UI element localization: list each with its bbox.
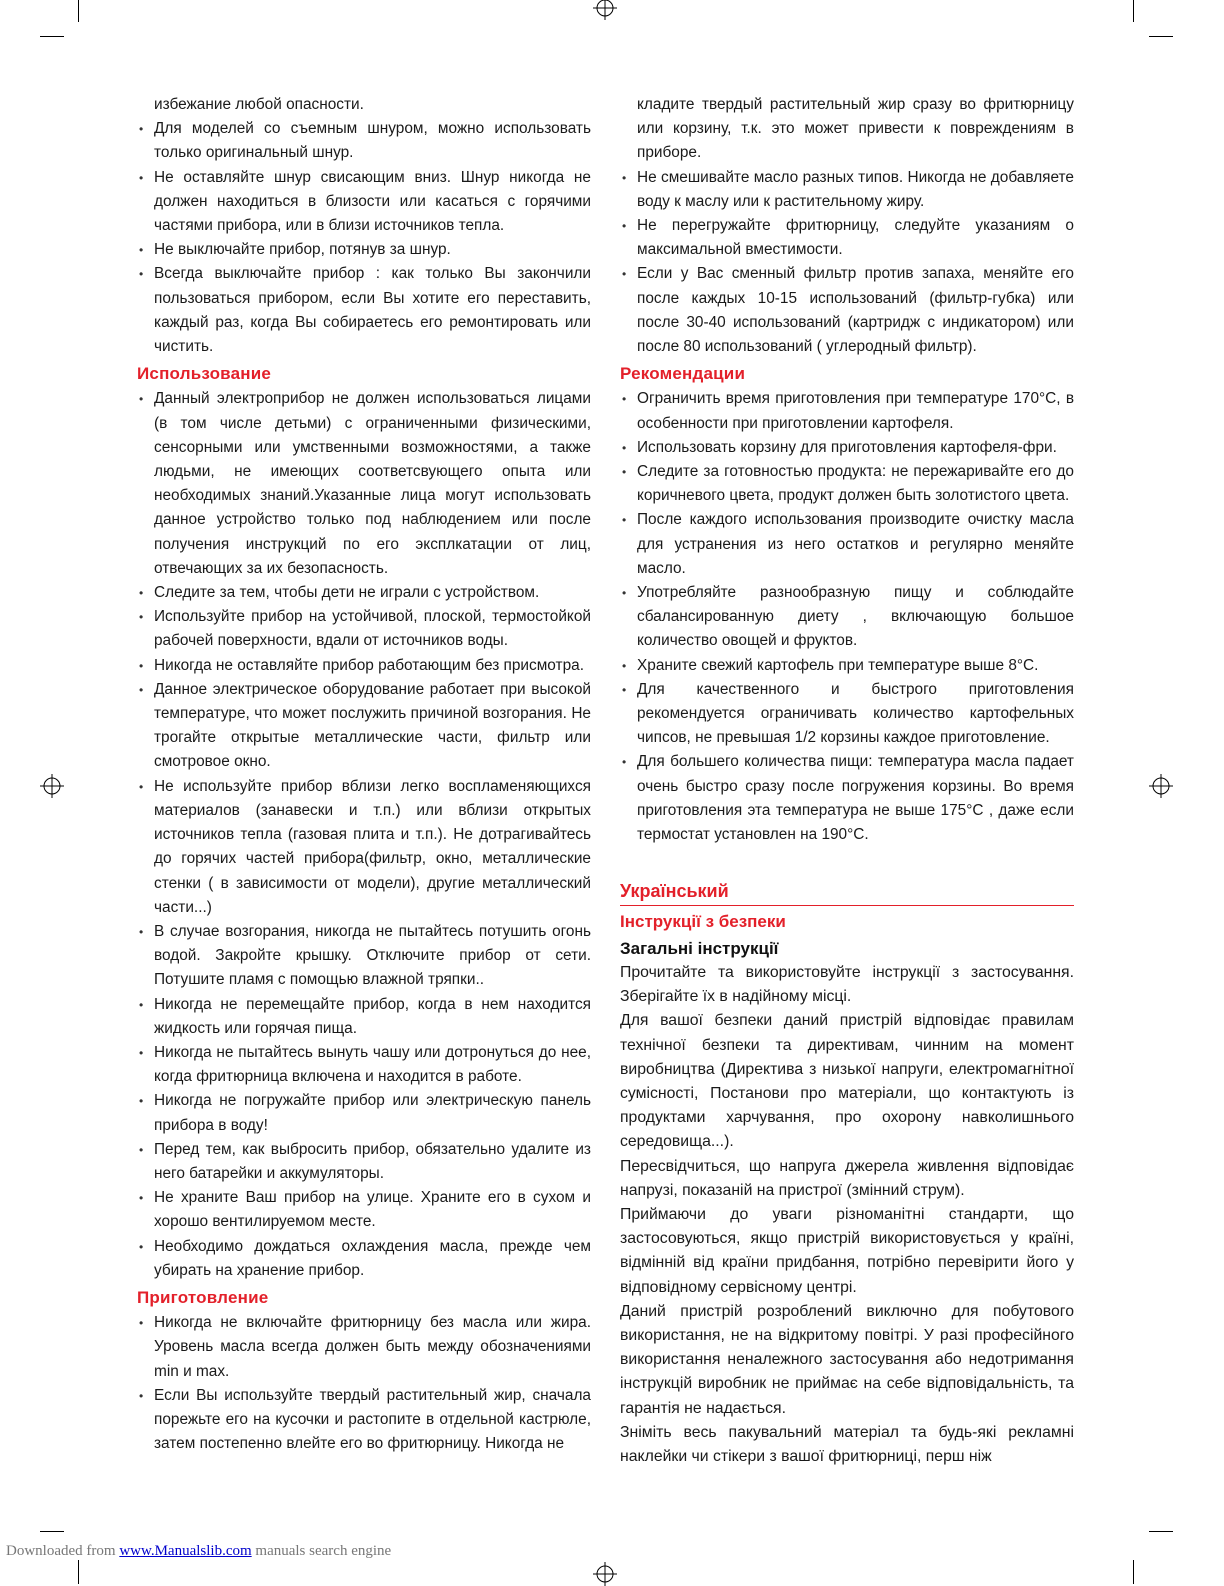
list-item: • Не используйте прибор вблизи легко воспламеняющихся материалов (занавески и т.п.) или вблизи открытых источников тепла (газовая плита и т.п.). Не дотрагивайтесь до горячих частей прибора(фильтр, окно, металлические стенки ( в зависимости от модели), другие металлический части...) — [137, 775, 591, 920]
crop-mark — [78, 0, 79, 22]
list-item: • Никогда не оставляйте прибор работающим без присмотра. — [137, 654, 591, 678]
paragraph: Прочитайте та використовуйте інструкції з застосування. Зберігайте їх в надійному місці. — [620, 963, 1074, 1006]
list-item: • Никогда не погружайте прибор или электрическую панель прибора в воду! — [137, 1089, 591, 1137]
crop-mark — [78, 1560, 79, 1584]
right-column — [620, 93, 1074, 1469]
list-item: • Ограничить время приготовления при температуре 170°C, в особенности при приготовлении картофеля. — [620, 387, 1074, 435]
section-heading-use: Использование — [137, 364, 272, 384]
safety-instructions-heading: Інструкції з безпеки — [620, 911, 786, 931]
continued-text: избежание любой опасности. — [154, 96, 364, 113]
paragraph: Зніміть весь пакувальний матеріал та будь-які рекламні наклейки чи стікери з вашої фритюрниці, перш ніж — [620, 1423, 1074, 1465]
list-item: • Употребляйте разнообразную пищу и соблюдайте сбалансированную диету , включающую большое количество овощей и фруктов. — [620, 581, 1074, 654]
paragraph: Даний пристрій розроблений виключно для побутового використання, не на відкритому повітрі. У разі професійного використання неналежного застосування або недотримання інструкцій виробник не приймає на себе відповідальність, та гарантія не надається. — [620, 1302, 1074, 1417]
recommendations-list — [620, 387, 1074, 847]
paragraph: Приймаючи до уваги різноманітні стандарти, що застосовуються, якщо пристрій використовується у країні, відмінній від країни придбання, потрібно перевірити його у відповідному сервісному центрі. — [620, 1205, 1074, 1296]
list-item: • Для качественного и быстрого приготовления рекомендуется ограничивать количество картофельных чипсов, не превышая 1/2 корзины каждое приготовление. — [620, 678, 1074, 751]
list-item: • Для большего количества пищи: температура масла падает очень быстро сразу после погружения корзины. Во время приготовления эта температура не выше 175°C , даже если термостат установлен на 190°C. — [620, 750, 1074, 847]
list-item: • Используйте прибор на устойчивой, плоской, термостойкой рабочей поверхности, вдали от источников воды. — [137, 605, 591, 653]
list-item: • Не смешивайте масло разных типов. Никогда не добавляете воду к маслу или к растительному жиру. — [620, 166, 1074, 214]
paragraph: Для вашої безпеки даний пристрій відповідає правилам технічної безпеки та директивам, чинним на момент виробництва (Директива з низької напруги, електромагнітної сумісності, Постанови про матеріали, що контактують із продуктами харчування, про охорону навколишнього середовища...). — [620, 1012, 1074, 1151]
registration-mark-icon — [593, 0, 617, 20]
footer-prefix: Downloaded from — [6, 1543, 116, 1559]
list-item: • Храните свежий картофель при температуре выше 8°C. — [620, 654, 1074, 678]
registration-mark-icon — [593, 1562, 617, 1586]
list-item: • Для моделей со съемным шнуром, можно использовать только оригинальный шнур. — [137, 117, 591, 165]
list-item: • Никогда не пытайтесь вынуть чашу или дотронуться до нее, когда фритюрница включена и находится в работе. — [137, 1041, 591, 1089]
list-item: • Данное электрическое оборудование работает при высокой температуре, что может послужить причиной возгорания. Не трогайте открытые металлические части, фильтр или смотровое окно. — [137, 678, 591, 775]
crop-mark — [40, 36, 64, 37]
list-item: • Следите за готовностью продукта: не пережаривайте его до коричневого цвета, продукт должен быть золотистого цвета. — [620, 460, 1074, 508]
list-item: • Использовать корзину для приготовления картофеля-фри. — [620, 436, 1074, 460]
list-item: • Необходимо дождаться охлаждения масла, прежде чем убирать на хранение прибор. — [137, 1235, 591, 1283]
download-footer — [6, 1543, 391, 1560]
list-item: • Перед тем, как выбросить прибор, обязательно удалите из него батарейки и аккумуляторы. — [137, 1138, 591, 1186]
list-item: • Если у Вас сменный фильтр против запаха, меняйте его после каждых 10-15 использований (фильтр-губка) или после 30-40 использований (картридж с индикатором) или после 80 использований ( углеродный фильтр). — [620, 262, 1074, 359]
crop-mark — [1133, 0, 1134, 22]
list-item: • После каждого использования производите очистку масла для устранения из него остатков и регулярно меняйте масло. — [620, 508, 1074, 581]
list-item: • Не храните Ваш прибор на улице. Храните его в сухом и хорошо вентилируемом месте. — [137, 1186, 591, 1234]
registration-mark-icon — [1149, 774, 1173, 798]
list-item: • Следите за тем, чтобы дети не играли с устройством. — [137, 581, 591, 605]
cooking-list — [137, 1311, 591, 1456]
list-item: • В случае возгорания, никогда не пытайтесь потушить огонь водой. Закройте крышку. Отключите прибор от сети. Потушите пламя с помощью влажной тряпки.. — [137, 920, 591, 993]
paragraph: Пересвідчиться, що напруга джерела живлення відповідає напрузі, показаній на пристрої (змінний струм). — [620, 1157, 1074, 1199]
list-item: • Никогда не перемещайте прибор, когда в нем находится жидкость или горячая пища. — [137, 993, 591, 1041]
language-heading-ukrainian: Український — [620, 879, 1074, 905]
crop-mark — [40, 1531, 64, 1532]
list-item: • Никогда не включайте фритюрницу без масла или жира. Уровень масла всегда должен быть между обозначениями min и max. — [137, 1311, 591, 1384]
manualslib-link[interactable]: www.Manualslib.com — [119, 1543, 252, 1559]
list-item: • Если Вы используйте твердый растительный жир, сначала порежьте его на кусочки и растопите в отдельной кастрюле, затем постепенно влейте его во фритюрницу. Никогда не — [137, 1384, 591, 1457]
general-instructions-heading: Загальні інструкції — [620, 938, 779, 958]
list-item: • Не оставляйте шнур свисающим вниз. Шнур никогда не должен находиться в близости или касаться с горячими частями прибора, или в близи источников тепла. — [137, 166, 591, 239]
crop-mark — [1149, 36, 1173, 37]
list-item: • Всегда выключайте прибор : как только Вы закончили пользоваться прибором, если Вы хотите его переставить, каждый раз, когда Вы собираетесь его ремонтировать или чистить. — [137, 262, 591, 359]
section-heading-cooking: Приготовление — [137, 1287, 269, 1307]
use-list — [137, 387, 591, 1283]
crop-mark — [1149, 1531, 1173, 1532]
list-item: • Не выключайте прибор, потянув за шнур. — [137, 238, 591, 262]
list-item: • Данный электроприбор не должен использоваться лицами (в том числе детьми) с ограниченными физическими, сенсорными или умственными возможностями, а также людьми, не имеющих соответсвующего опыта или необходимых знаний.Указанные лица могут использовать данное устройство только под наблюдением или после получения инструкций по его эксплкатации от лиц, отвечающих за их безопасность. — [137, 387, 591, 581]
cooking-list-continued — [620, 166, 1074, 360]
continued-text: кладите твердый растительный жир сразу во фритюрницу или корзину, т.к. это может привести к повреждениям в приборе. — [637, 96, 1074, 162]
registration-mark-icon — [40, 774, 64, 798]
section-heading-recommendations: Рекомендации — [620, 364, 746, 384]
left-column — [137, 93, 591, 1456]
list-item: • Не перегружайте фритюрницу, следуйте указаниям о максимальной вместимости. — [620, 214, 1074, 262]
intro-list — [137, 117, 591, 359]
footer-suffix: manuals search engine — [255, 1543, 392, 1559]
crop-mark — [1133, 1560, 1134, 1584]
